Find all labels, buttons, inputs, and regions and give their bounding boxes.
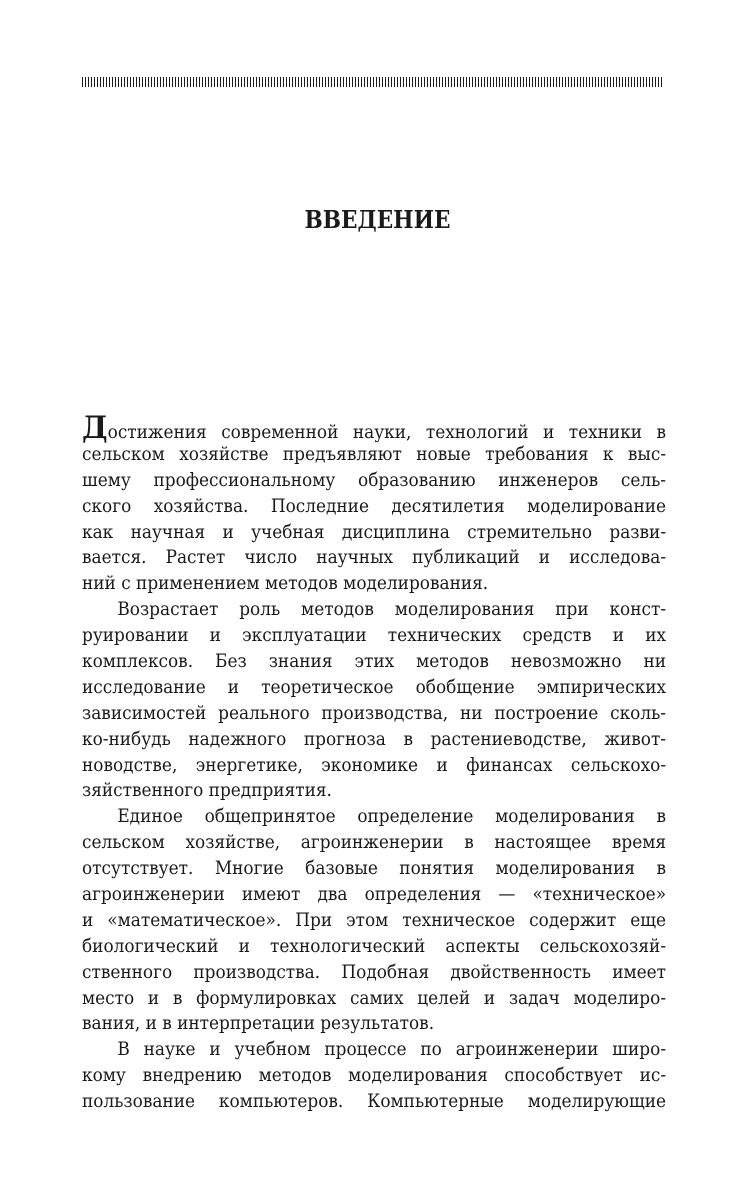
text-line-content: кому внедрению методов моделирования способствует ис- bbox=[82, 1065, 667, 1087]
text-line-content: зяйственного предприятия. bbox=[82, 780, 332, 802]
text-line bbox=[82, 727, 666, 753]
text-line-content: агроинженерии имеют два определения — «техническое» bbox=[82, 884, 667, 906]
text-line-content: ского хозяйства. Последние десятилетия моделирование bbox=[82, 495, 667, 517]
text-line bbox=[82, 804, 666, 830]
text-line-content: Единое общепринятое определение моделирования в bbox=[117, 806, 667, 828]
text-line-content: и «математическое». При этом техническое содержит еще bbox=[82, 909, 667, 931]
text-line-content: вается. Растет число научных публикаций и исследова- bbox=[82, 547, 667, 569]
text-line bbox=[82, 701, 666, 727]
text-line-content: вания, и в интерпретации результатов. bbox=[82, 1013, 435, 1035]
text-line bbox=[82, 649, 666, 675]
top-decorative-rule bbox=[82, 77, 664, 87]
text-line-content: руировании и эксплуатации технических средств и их bbox=[82, 625, 667, 647]
text-line bbox=[82, 1011, 666, 1037]
text-line bbox=[82, 545, 666, 571]
drop-cap: Д bbox=[82, 410, 108, 446]
text-line-content: ко-нибудь надежного прогноза в растениеводстве, живот- bbox=[82, 728, 667, 750]
text-line-content: пользование компьютеров. Компьютерные моделирующие bbox=[82, 1091, 667, 1113]
text-line bbox=[82, 908, 666, 934]
text-line-content: место и в формулировках самих целей и задач моделиро- bbox=[82, 987, 667, 1009]
text-line bbox=[82, 882, 666, 908]
text-line-content: сельском хозяйстве предъявляют новые требования к выс- bbox=[82, 443, 667, 465]
text-line-content: остижения современной науки, технологий и техники в bbox=[107, 422, 667, 443]
text-line-content: как научная и учебная дисциплина стремительно разви- bbox=[82, 521, 667, 543]
text-line bbox=[82, 934, 666, 960]
text-line bbox=[82, 1063, 666, 1089]
text-line-content: биологический и технологический аспекты сельскохозяй- bbox=[82, 935, 667, 957]
chapter-title: ВВЕДЕНИЕ bbox=[304, 205, 451, 234]
text-line bbox=[82, 960, 666, 986]
text-line-content: исследование и теоретическое обобщение эмпирических bbox=[82, 676, 667, 698]
text-line bbox=[82, 1037, 666, 1063]
body-text bbox=[82, 410, 667, 1115]
text-line bbox=[82, 410, 667, 446]
text-line bbox=[82, 675, 666, 701]
text-line-content: отсутствует. Многие базовые понятия моделирования в bbox=[82, 858, 667, 880]
text-line-content: Возрастает роль методов моделирования при конст- bbox=[117, 599, 667, 621]
text-line-content: ственного производства. Подобная двойственность имеет bbox=[82, 961, 667, 983]
text-line bbox=[82, 520, 666, 546]
text-line-content: новодстве, энергетике, экономике и финансах сельскохо- bbox=[82, 754, 667, 776]
text-line bbox=[82, 986, 666, 1012]
text-line-content: комплексов. Без знания этих методов невозможно ни bbox=[82, 651, 667, 673]
text-line bbox=[82, 571, 666, 597]
text-line-content: ний с применением методов моделирования. bbox=[82, 573, 489, 595]
text-line-content: сельском хозяйстве, агроинженерии в настоящее время bbox=[82, 832, 667, 854]
text-line bbox=[82, 623, 666, 649]
text-line bbox=[82, 494, 666, 520]
text-line bbox=[82, 778, 666, 804]
text-line bbox=[82, 856, 666, 882]
text-line-content: В науке и учебном процессе по агроинженерии широ- bbox=[117, 1039, 667, 1061]
text-line-content: шему профессиональному образованию инженеров сель- bbox=[82, 469, 667, 491]
text-line bbox=[82, 830, 666, 856]
text-line bbox=[82, 597, 666, 623]
text-line-content: зависимостей реального производства, ни построение сколь- bbox=[82, 702, 667, 724]
text-line bbox=[82, 753, 666, 779]
text-line bbox=[82, 468, 666, 494]
text-line bbox=[82, 442, 666, 468]
text-line bbox=[82, 1089, 666, 1115]
